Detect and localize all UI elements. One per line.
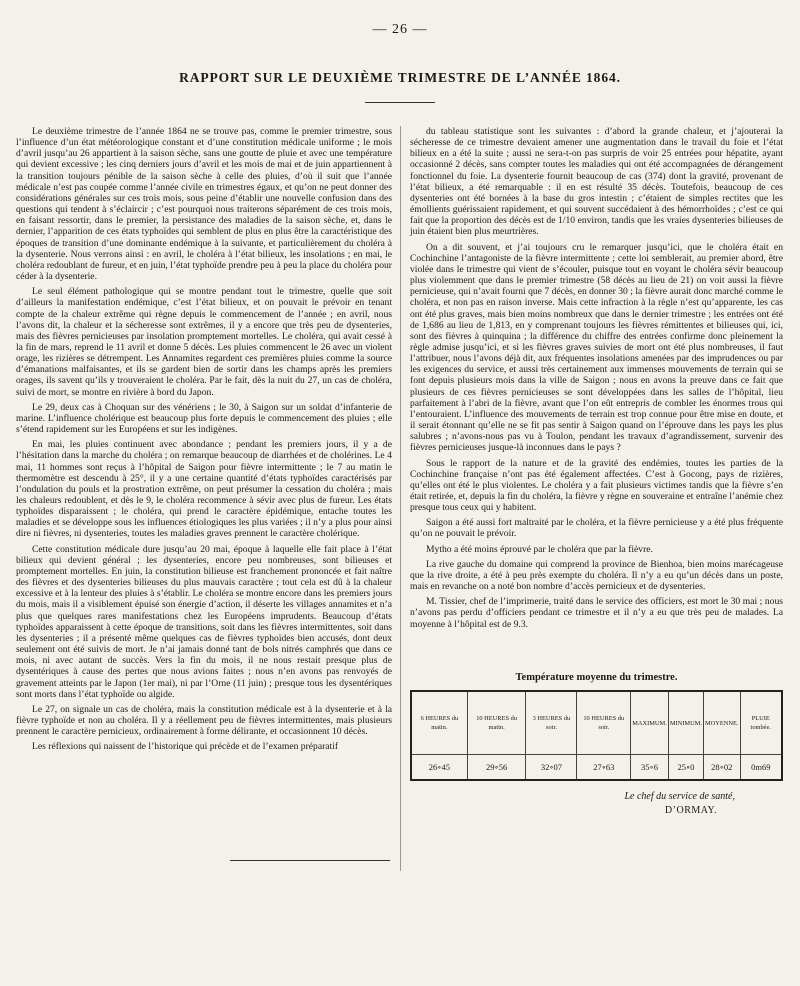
table-header-cell: MOYENNE. [703,691,740,755]
table-title: Température moyenne du trimestre. [515,672,678,683]
table-header-cell: 3 HEURES du soir. [526,691,577,755]
table-cell: 35∘6 [631,755,669,781]
table-header-cell: MAXIMUM. [631,691,669,755]
table-cell: 28∘02 [703,755,740,781]
body-paragraph: Le seul élément pathologique qui se montre pendant tout le trimestre, quelle que soit d’ailleurs la manifestation endémique, c’est l’état bilieux, et on pouvait le prévoir en tenant compte de la chaleur extrême qui règne depuis le commencement de l’année ; en avril, nous l’avons dit, la chaleur et la sécheresse sont extrêmes, il y a encore que très peu de dysenteries, mais des fièvres pernicieuses par insolation promptement mortelles. Le choléra, qui avait cessé à la fin de mars, reprend le 11 avril et donne 5 décès. Les pluies commencent le 26 avec un violent orage, les rizières se détrempent. Les Annamites regardent ces premières pluies comme la source d’émanations malfaisantes, et ils se gardent bien de sortir dans les champs après les premiers orages, ils savent qu’ils y trouveraient le choléra. Par le fait, dès la nuit du 27, un cas de choléra, suivi de mort, se montre en rivière à bord du Japon. [16,286,392,398]
table-cell: 29∘56 [467,755,526,781]
table-header-row [411,691,782,755]
end-divider [230,860,390,861]
body-paragraph: M. Tissier, chef de l’imprimerie, traité dans le service des officiers, est mort le 30 mai ; nous n’avons pas perdu d’officiers pendant ce trimestre et il n’y a eu que très peu de malades. La moyenne à l’hôpital est de 9.3. [410,596,783,630]
table-header-cell: 10 HEURES du matin. [467,691,526,755]
table-cell: 25∘0 [668,755,703,781]
page-number: — 26 — [372,22,428,37]
body-paragraph: La rive gauche du domaine qui comprend la province de Bienhoa, bien moins marécageuse que la rive droite, a été à peu près exempte du choléra. Il n’y a eu qu’un décès dans un poste, mais en revanche on a noté bon nombre d’accès pernicieux et de dysenteries. [410,558,783,593]
body-paragraph: Saigon a été aussi fort maltraité par le choléra, et la fièvre pernicieuse y a été plus fréquente qu’on ne pouvait le prévoir. [410,517,783,540]
column-divider [400,126,401,871]
table-cell: 26∘45 [411,755,467,781]
left-column [16,126,392,756]
body-paragraph: Cette constitution médicale dure jusqu’au 20 mai, époque à laquelle elle fait place à l’état bilieux qui devient général ; les dysenteries, encore peu nombreuses, sont bilieuses et promptement mortelles. En juin, la constitution bilieuse est franchement prononcée et fait naître des fièvres et des dysenteries bilieuses du plus mauvais caractère ; tout cela est dû à la chaleur excessive et à la lenteur des pluies à s’établir. Le choléra se montre encore dans les premiers jours du mois, mais il a visiblement épuisé son énergie d’action, il déserte les villages annamites et n’a plus que quelques rares manifestations chez les Européens imprudents. Beaucoup d’états typhoïdes apparaissent à cette époque de transitions, soit dans les fièvres intermittentes, soit dans les dysenteries ; il a présenté même quelques cas de fièvres typhoïdes bien accusés, dont deux seulement ont été suivis de mort. Je n’ai jamais donné tant de bols nitrés camphrés que dans ce mois, ni avec autant de succès. Vers la fin du mois, il ne nous restait presque plus de dysentériques à cause des pertes que nous avions faites ; nous n’en avons pas renvoyés de gravement atteints par le Japon (1er mai), ni par l’Orne (11 juin) ; presque tous les dysentériques sont morts dans l’état typhoïde ou algide. [16,543,392,700]
title-divider [365,102,435,103]
body-paragraph: Sous le rapport de la nature et de la gravité des endémies, toutes les parties de la Cochinchine française n’ont pas été également affectées. C’est à Gocong, pays de rizières, qu’elles ont été le plus violentes. Le choléra y a fait plusieurs victimes tandis que la fièvre s’en était retirée, et, depuis la fin du choléra, la fièvre y règne en souveraine et entraîne l’anémie chez presque tous ceux qui y habitent. [410,457,783,514]
table-header-cell: PLUIE tombée. [740,691,782,755]
signature-name: D’ORMAY. [664,805,717,816]
temperature-table [410,690,783,781]
body-paragraph: Le 27, on signale un cas de choléra, mais la constitution médicale est à la dysenterie et à la fièvre typhoïde et non au choléra. Il y a réellement peu de fièvres intermittentes, mais plusieurs prennent le caractère pernicieux, ordinairement à forme délirante, et occasionnent 10 décès. [16,703,392,738]
table-row [411,755,782,781]
body-paragraph: Le 29, deux cas à Choquan sur des vénériens ; le 30, à Saigon sur un soldat d’infanterie de marine. L’influence cholérique est beaucoup plus forte depuis le commencement des pluies ; elle s’étend rapidement sur les Européens et sur les indigènes. [16,401,392,436]
signature-block [410,790,783,818]
report-title: RAPPORT SUR LE DEUXIÈME TRIMESTRE DE L’ANNÉE 1864. [179,70,621,85]
table-header-cell: MINIMUM. [668,691,703,755]
body-paragraph: Le deuxième trimestre de l’année 1864 ne se trouve pas, comme le premier trimestre, sous l’influence d’un état météorologique constant et d’une constitution médicale uniforme ; le mois d’avril jusqu’au 26 appartient à la saison sèche, sans une goutte de pluie et avec une température qui devient excessive ; les cinq derniers jours d’avril et les mois de mai et de juin appartiennent à la transition toujours pénible de la saison sèche à celle des pluies, d’où il suit que l’année médicale n’est pas coupée comme l’année civile en trimestres égaux, et qu’on ne peut donner des considérations générales sur ces trois mois, sous peine d’établir une nouvelle confusion dans des questions qui tendent à s’éclaircir ; c’est pourquoi nous traiterons séparément de ces trois mois, en faisant ressortir, dans le premier, la persistance des maladies de la saison sèche, et, dans le dernier, l’apparition de ces états typhoïdes qui semblent de plus en plus être la caractéristique des époques de transition d’une dominante endémique à la suivante, et particulièrement du choléra à la dysenterie. Nous verrons ainsi : en avril, le choléra à l’état bilieux, les insolations ; en mai, le choléra redoublant de fureur, et en juin, l’état typhoïde prendre peu à peu la place du choléra pour céder à la dysenterie. [16,126,392,283]
right-column [410,126,783,634]
signature-role: Le chef du service de santé, [624,791,735,802]
table-cell: 32∘07 [526,755,577,781]
body-paragraph: On a dit souvent, et j’ai toujours cru le remarquer jusqu’ici, que le choléra était en Cochinchine l’antagoniste de la fièvre intermittente ; cette loi semblerait, au premier abord, être violée dans le trimestre qui vient de s’écouler, puisque tout en voyant le choléra sévir beaucoup plus violemment que dans le premier trimestre (58 décès au lieu de 21) on voit aussi la fièvre pernicieuse, qui n’avait fourni que 7 décès, en donner 30 ; la fièvre aurait donc marché comme le choléra, et non pas en raison inverse. Mais cette infraction à la règle n’est qu’apparente, les cas ont été plus graves, mais bien moins nombreux que dans le dernier trimestre ; les entrées ont été de 1,686 au lieu de 1,813, en y comprenant toujours les fièvres rémittentes et bilieuses qui, ici, sont des fièvres à quinquina ; la différence du chiffre des entrées confirme donc pleinement la règle admise jusqu’ici, et si les fièvres graves suivies de mort ont été plus nombreuses, il faut l’attribuer, nous l’avons déjà dit, aux fréquentes insolations amenées par des imprudences ou par les exigences du service, et aussi très certainement aux immenses mouvements de terrain qui se font depuis plusieurs mois dans la ville de Saigon ; nous en avons la preuve dans ce fait que plusieurs de ces fièvres pernicieuses se sont développées dans les salles de l’hôpital, lieu parfaitement à l’abri de la fièvre, avant que l’on eût entrepris de combler les énormes trous qui l’entouraient. L’influence des mouvements de terrain est trop connue pour être mise en doute, et il serait étonnant qu’elle ne se fit pas sentir à Saigon quand on l’éprouve dans les pays les plus salubres ; n’avons-nous pas vu à Toulon, pendant les travaux d’agrandissement, survenir des fièvres pernicieuses jusque-là inconnues dans le pays ? [410,241,783,454]
table-header-cell: 6 HEURES du matin. [411,691,467,755]
body-paragraph: du tableau statistique sont les suivantes : d’abord la grande chaleur, et j’ajouterai la sécheresse de ce trimestre devaient amener une augmentation dans le travail du foie et l’état bilieux en a été la suite ; aussi ne sera-t-on pas surpris de voir 25 entrées pour hépatite, ayant occasionné 2 décès, sans compter toutes les maladies qui ont été accompagnées de dérangement fonctionnel du foie. La dysenterie fournit beaucoup de cas (374) dont la gravité, provenant de l’état bilieux, a été remarquable : il en est résulté 35 décès. Toutefois, beaucoup de ces dysenteries ont été bornées à la base du gros intestin ; c’étaient de simples rectites que les émollients guérissaient rapidement, et qui souvent succédaient à des hémorrhoïdes ; c’est ce qui fait que la proportion des décès est de 1/10 environ, tandis que les vraies dysenteries bilieuses de juin étaient bien plus meurtrières. [410,126,783,238]
body-paragraph: Mytho a été moins éprouvé par le choléra que par la fièvre. [426,543,653,555]
table-cell: 0m69 [740,755,782,781]
body-paragraph: Les réflexions qui naissent de l’historique qui précède et de l’examen préparatif [32,741,339,753]
table-cell: 27∘63 [577,755,631,781]
table-header-cell: 10 HEURES du soir. [577,691,631,755]
body-paragraph: En mai, les pluies continuent avec abondance ; pendant les premiers jours, il y a de l’hésitation dans la marche du choléra ; on remarque beaucoup de diarrhées et de cholérines. Le 4 mai, 11 hommes sont reçus à l’hôpital de Saigon pour fièvre intermittente ; le 7 au matin le thermomètre est descendu à 25°, il y a une certaine quantité d’états typhoïdes caractérisés par l’ondulation du pouls et la prostration extrême, on peut présumer la cessation du choléra ; mais les chaleurs redoublent, et dès le 9, le choléra recommence à sévir avec plus de fureur. Les états typhoïdes disparaissent ; le choléra, qui prend le caractère épidémique, entache toutes les maladies et se développe sous les influences étiologiques les plus variées ; il n’y a plus pour ainsi dire ni fièvres, ni dysenteries, toutes les maladies graves prennent le caractère cholérique. [16,439,392,540]
